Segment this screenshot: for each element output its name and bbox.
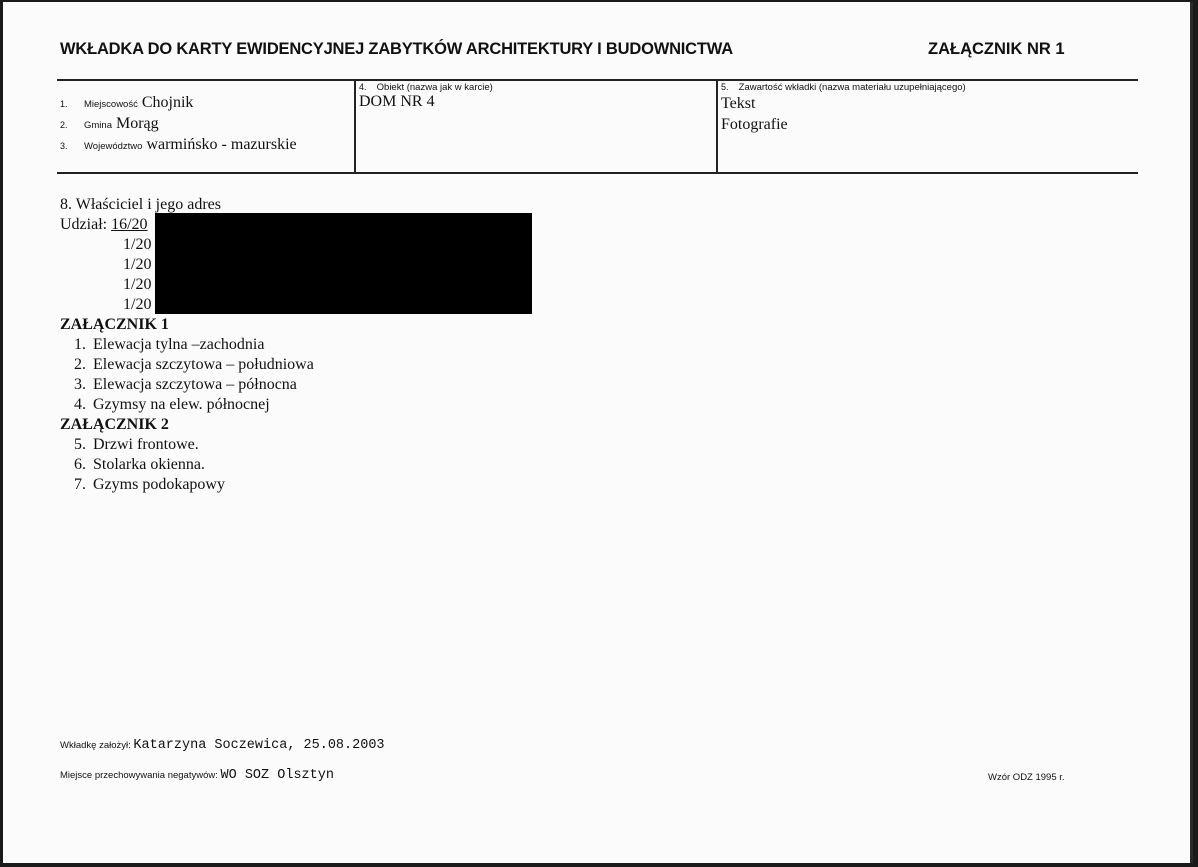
item-text: Gzymsy na elew. północnej [93,396,270,413]
item-number: 1. [74,336,86,353]
created-label: Wkładkę założył: [60,740,131,751]
field-value: warmińsko - mazurskie [146,136,297,153]
contents-label: Zawartość wkładki (nazwa materiału uzupełniającego) [738,82,966,93]
item-text: Elewacja szczytowa – północna [93,376,297,393]
list-item [60,475,225,495]
owner-heading: 8. Właściciel i jego adres [60,196,221,213]
table-bottom-border [57,172,1138,174]
field-commune [60,115,159,133]
object-label: Obiekt (nazwa jak w karcie) [376,82,493,93]
item-number: 3. [74,376,86,393]
object-value: DOM NR 4 [359,93,435,110]
annex-number: ZAŁĄCZNIK NR 1 [928,40,1065,58]
list-item [60,355,314,375]
field-value: Morąg [115,115,159,132]
document-title: WKŁADKA DO KARTY EWIDENCYJNEJ ZABYTKÓW ARCHITEKTURY I BUDOWNICTWA [60,40,733,58]
field-label: Województwo [84,141,143,152]
field-number: 1. [60,99,68,109]
list-item [60,395,314,415]
created-value: Katarzyna Soczewica, 25.08.2003 [133,738,385,753]
item-number: 6. [74,456,86,473]
item-text: Stolarka okienna. [93,456,205,473]
item-text: Elewacja szczytowa – południowa [93,356,314,373]
contents-value-text: Tekst [721,95,756,112]
item-text: Drzwi frontowe. [93,436,199,453]
footer-storage [60,768,334,783]
object-number: 4. [359,82,367,92]
share-value: 16/20 [111,216,148,233]
owner-share-row [60,215,148,235]
contents-value-photos: Fotografie [721,116,788,133]
share-label: Udział: [60,216,108,233]
contents-label-row [721,82,966,93]
object-label-row [359,82,493,93]
item-number: 2. [74,356,86,373]
item-number: 4. [74,396,86,413]
annex2-list [60,435,225,495]
annex1-list [60,335,314,415]
annex2-title: ZAŁĄCZNIK 2 [60,416,169,433]
share-value: 1/20 [123,236,152,253]
list-item [60,455,225,475]
object-box [359,82,493,111]
field-label: Miejscowość [84,99,138,110]
item-number: 5. [74,436,86,453]
share-value: 1/20 [123,256,152,273]
field-voivodeship [60,136,297,154]
list-item [60,435,225,455]
table-top-border [57,79,1138,81]
contents-number: 5. [721,82,729,92]
field-number: 3. [60,141,68,151]
column-divider-2 [716,80,718,174]
item-number: 7. [74,476,86,493]
footer-created [60,738,385,753]
share-value: 1/20 [123,276,152,293]
annex1-title: ZAŁĄCZNIK 1 [60,316,169,333]
field-value: Chojnik [141,94,194,111]
share-value: 1/20 [123,296,152,313]
storage-value: WO SOZ Olsztyn [220,768,334,783]
list-item [60,375,314,395]
list-item [60,335,314,355]
contents-box [721,82,966,135]
item-text: Gzyms podokapowy [93,476,225,493]
item-text: Elewacja tylna –zachodnia [93,336,265,353]
field-label: Gmina [84,120,112,131]
redaction-block [155,213,532,314]
column-divider-1 [354,80,356,174]
field-locality [60,94,193,112]
field-number: 2. [60,120,68,130]
storage-label: Miejsce przechowywania negatywów: [60,770,218,781]
template-version: Wzór ODZ 1995 r. [988,772,1065,783]
record-card-sheet [3,2,1193,863]
